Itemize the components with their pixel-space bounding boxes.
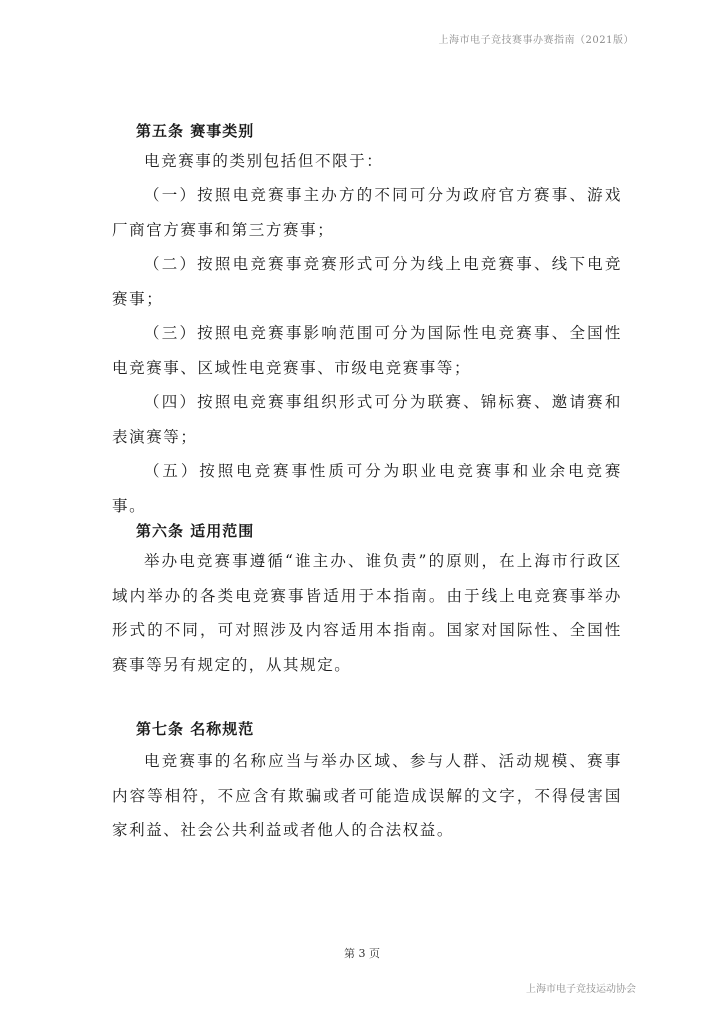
article-5-heading: 第五条 赛事类别	[136, 122, 255, 140]
page-number: 第 3 页	[344, 947, 380, 960]
article-7-heading: 第七条 名称规范	[136, 720, 255, 738]
running-header: 上海市电子竞技赛事办赛指南（2021版）	[438, 35, 634, 46]
article-5-item-5: （五）按照电竞赛事性质可分为职业电竞赛事和业余电竞赛事。	[112, 462, 622, 515]
article-5-intro: 电竞赛事的类别包括但不限于：	[144, 152, 384, 170]
article-6-body: 举办电竞赛事遵循“谁主办、谁负责”的原则，在上海市行政区域内举办的各类电竞赛事皆适用于本指南。由于线上电竞赛事举办形式的不同，可对照涉及内容适用本指南。国家对国际性、全国性赛事等另有规定的，从其规定。	[112, 552, 622, 674]
article-5-item-1: （一）按照电竞赛事主办方的不同可分为政府官方赛事、游戏厂商官方赛事和第三方赛事；	[112, 186, 622, 239]
article-5-item-3: （三）按照电竞赛事影响范围可分为国际性电竞赛事、全国性电竞赛事、区域性电竞赛事、市级电竞赛事等；	[112, 324, 622, 377]
article-5-item-2: （二）按照电竞赛事竞赛形式可分为线上电竞赛事、线下电竞赛事；	[112, 255, 622, 308]
footer-organization: 上海市电子竞技运动协会	[526, 984, 636, 995]
article-6-heading: 第六条 适用范围	[136, 522, 255, 540]
article-7-body: 电竞赛事的名称应当与举办区域、参与人群、活动规模、赛事内容等相符，不应含有欺骗或者可能造成误解的文字，不得侵害国家利益、社会公共利益或者他人的合法权益。	[112, 752, 622, 839]
article-5-item-4: （四）按照电竞赛事组织形式可分为联赛、锦标赛、邀请赛和表演赛等；	[112, 393, 622, 446]
